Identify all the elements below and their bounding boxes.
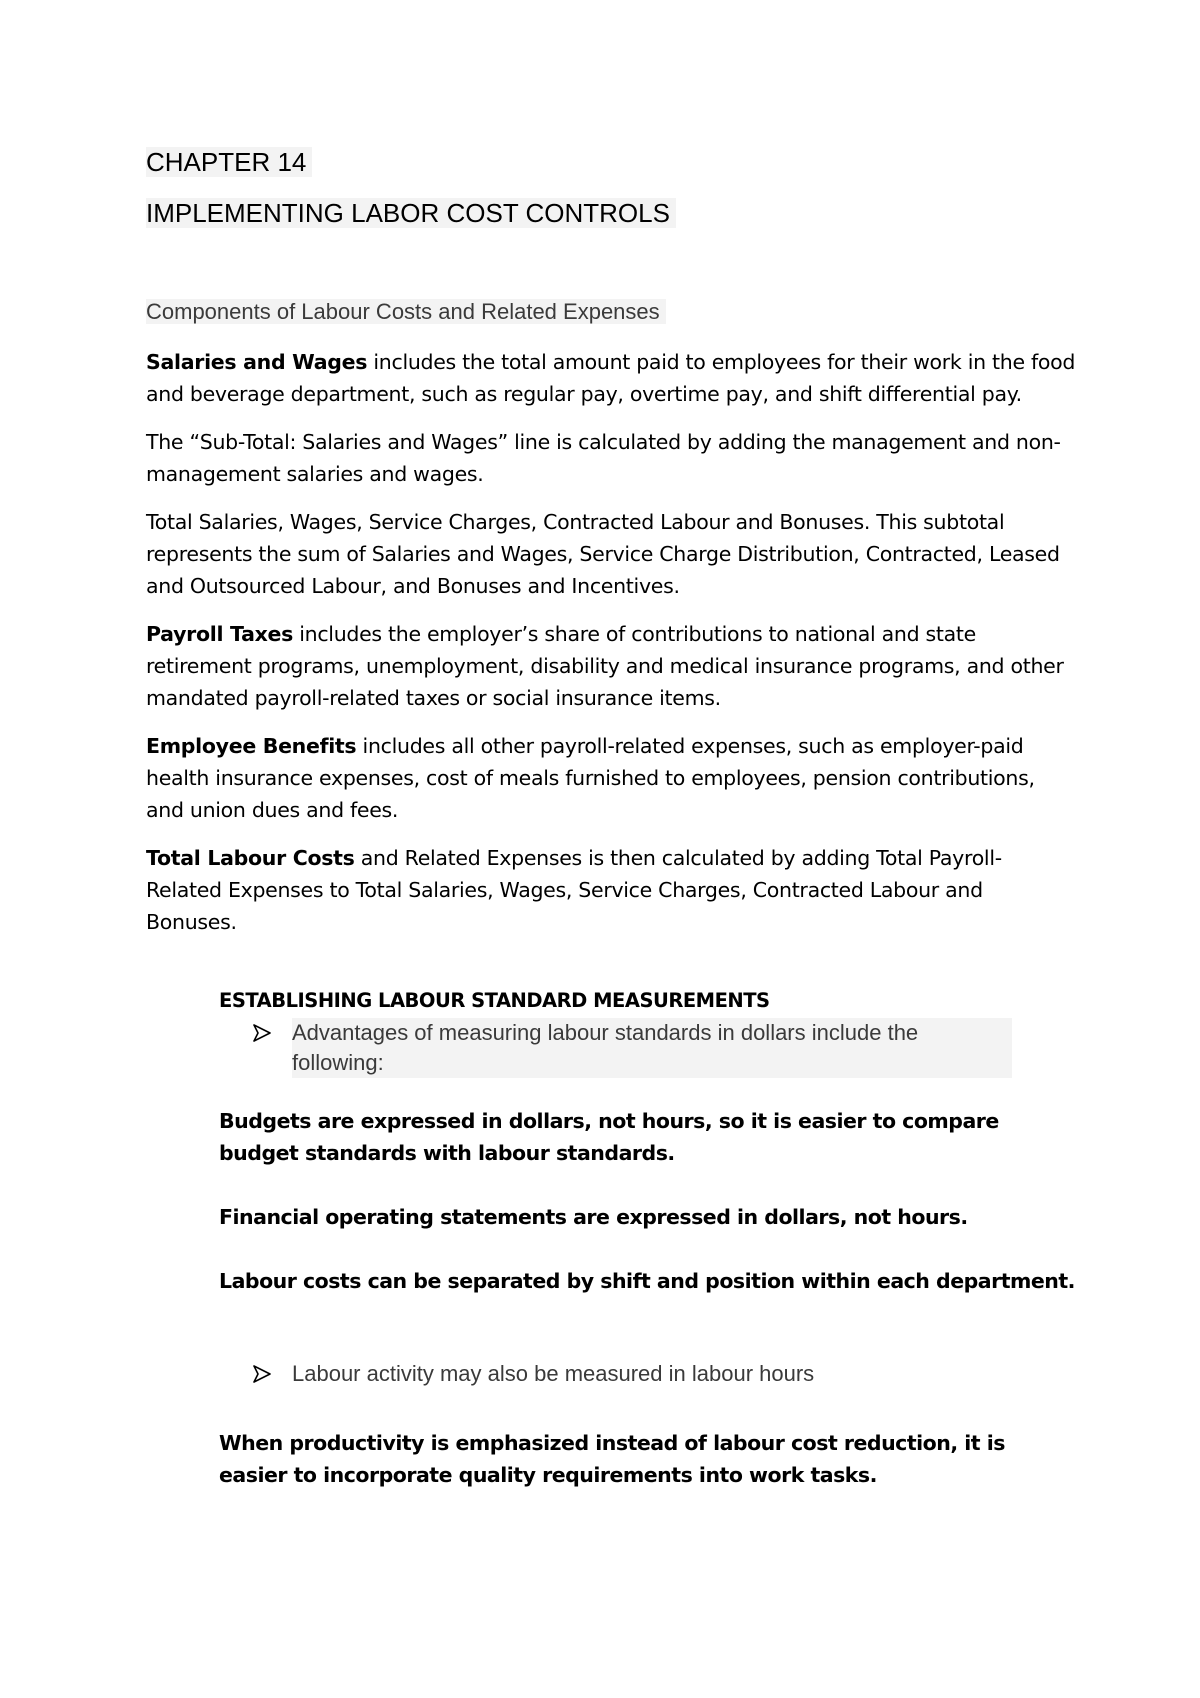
point-productivity: When productivity is emphasized instead of labour cost reduction, it is easier to incorporate quality requirements into work tasks. [219, 1431, 1005, 1487]
term-employee-benefits: Employee Benefits [146, 734, 357, 758]
point-budgets: Budgets are expressed in dollars, not hours, so it is easier to compare budget standards with labour standards. [219, 1109, 999, 1165]
bullet-labour-hours: Labour activity may also be measured in labour hours [252, 1359, 1012, 1389]
components-subheading: Components of Labour Costs and Related Expenses [146, 297, 666, 327]
paragraph-subtotal: The “Sub-Total: Salaries and Wages” line is calculated by adding the management and non-management salaries and wages. [146, 430, 1061, 486]
arrow-bullet-icon [252, 1359, 292, 1383]
point-financial-statements: Financial operating statements are expressed in dollars, not hours. [219, 1205, 968, 1229]
paragraph-payroll-taxes: Payroll Taxes includes the employer’s share of contributions to national and state retirement programs, unemployment, disability and medical insurance programs, and other mandated payroll-related taxes or social insurance items. [146, 622, 1064, 710]
term-salaries-wages: Salaries and Wages [146, 350, 368, 374]
paragraph-employee-benefits: Employee Benefits includes all other payroll-related expenses, such as employer-paid health insurance expenses, cost of meals furnished to employees, pension contributions, and union dues and fees. [146, 734, 1035, 822]
paragraph-total-salaries: Total Salaries, Wages, Service Charges, Contracted Labour and Bonuses. This subtotal represents the sum of Salaries and Wages, Service Charge Distribution, Contracted, Leased and Outsourced Labour, and Bonuses and Incentives. [146, 510, 1060, 598]
bullet-advantages: Advantages of measuring labour standards in dollars include the following: [252, 1018, 1012, 1078]
point-labour-costs-shift: Labour costs can be separated by shift and position within each department. [219, 1269, 1075, 1293]
chapter-number: CHAPTER 14 [146, 147, 312, 177]
paragraph-total-labour-costs: Total Labour Costs and Related Expenses is then calculated by adding Total Payroll-Related Expenses to Total Salaries, Wages, Service Charges, Contracted Labour and Bonuses. [146, 846, 1002, 934]
term-total-labour-costs: Total Labour Costs [146, 846, 355, 870]
chapter-title: IMPLEMENTING LABOR COST CONTROLS [146, 198, 676, 228]
arrow-bullet-icon [252, 1018, 292, 1042]
standards-heading: ESTABLISHING LABOUR STANDARD MEASUREMENTS [219, 989, 770, 1012]
paragraph-salaries-wages: Salaries and Wages includes the total amount paid to employees for their work in the food and beverage department, such as regular pay, overtime pay, and shift differential pay. [146, 350, 1076, 406]
term-payroll-taxes: Payroll Taxes [146, 622, 294, 646]
